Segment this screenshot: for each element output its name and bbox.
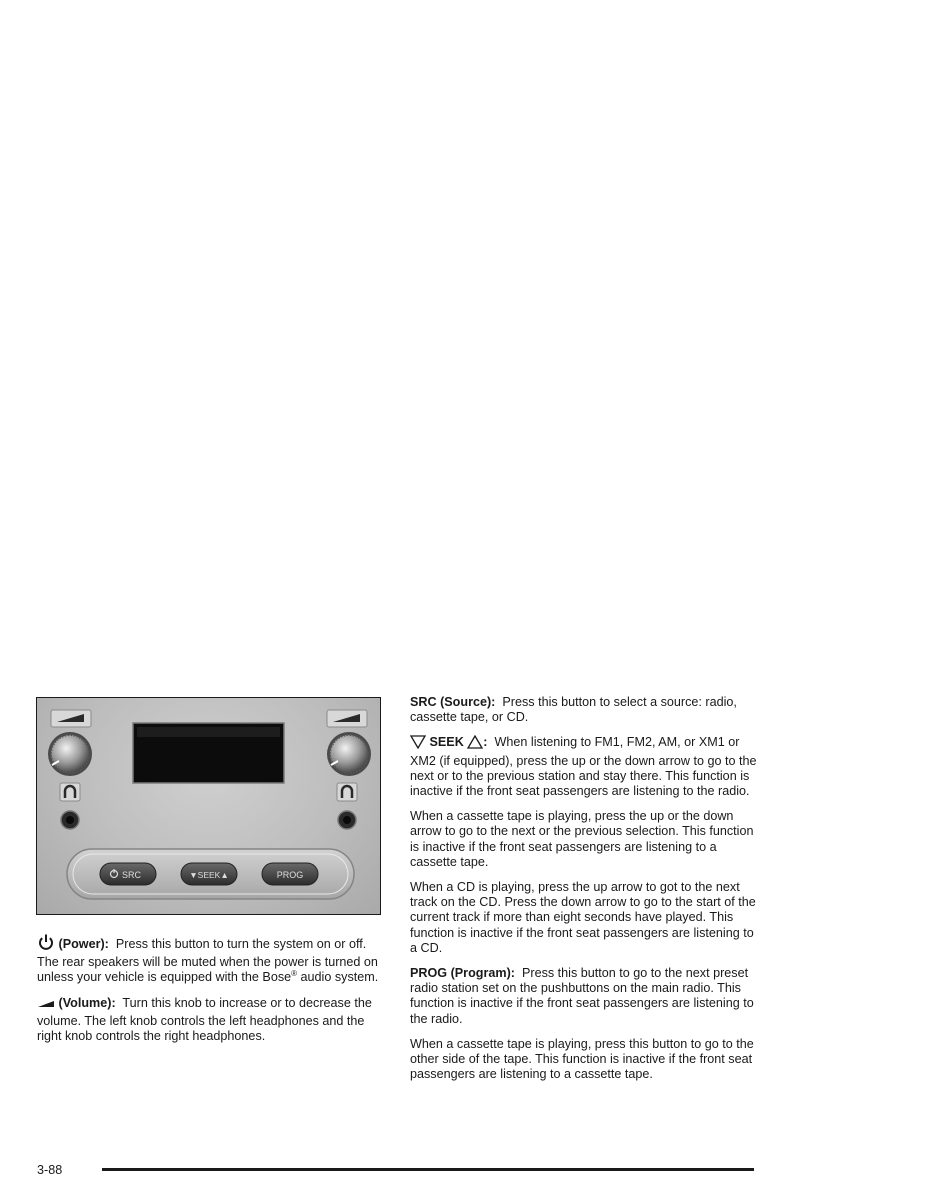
prog-button-label: PROG <box>276 870 304 880</box>
left-volume-icon <box>51 710 91 727</box>
src-term: SRC (Source): <box>410 695 496 709</box>
prog-paragraph <box>410 966 758 1027</box>
registered-mark: ® <box>291 969 298 979</box>
left-volume-knob <box>48 732 92 776</box>
left-headphones-icon <box>60 783 80 801</box>
right-headphone-jack <box>338 811 356 829</box>
src-button-photo <box>100 863 156 885</box>
prog-cassette-paragraph: When a cassette tape is playing, press this button to go to the other side of the tape. This function is inactive if the front seat passengers are listening to a cassette tape. <box>410 1036 754 1082</box>
page-number: 3-88 <box>37 1163 63 1177</box>
prog-text: Press this button to go to the next preset radio station set on the pushbuttons on the main radio. This function is inactive if the front seat passengers are listening to the radio. <box>410 966 754 1026</box>
seek-term: SEEK <box>429 735 464 750</box>
rear-seat-audio-panel-illustration <box>37 698 381 915</box>
seek-cassette-paragraph: When a cassette tape is playing, press the up or the down arrow to go to the next or the previous selection. This function is inactive if the front seat passengers are listening to a cassette tape. <box>410 809 754 869</box>
power-text: Press this button to turn the system on or off. The rear speakers will be muted when the power is turned on unless your vehicle is equipped with the Bose <box>37 937 378 985</box>
volume-paragraph <box>37 996 387 1045</box>
src-paragraph <box>410 695 758 725</box>
src-text: Press this button to select a source: radio, cassette tape, or CD. <box>410 695 737 725</box>
seek-paragraph <box>410 735 758 799</box>
power-icon <box>37 934 55 955</box>
left-headphone-jack <box>61 811 79 829</box>
power-text-end: audio system. <box>300 970 379 985</box>
seek-button-photo <box>181 863 237 885</box>
volume-term: (Volume): <box>58 995 116 1010</box>
prog-button-photo <box>262 863 318 885</box>
prog-term: PROG (Program): <box>410 966 515 981</box>
src-button-label: SRC <box>122 870 142 880</box>
seek-colon: : <box>483 735 488 750</box>
seek-button-label: ▼SEEK▲ <box>189 870 229 880</box>
triangle-up-icon <box>467 735 483 753</box>
triangle-down-icon <box>410 735 426 753</box>
volume-text: Turn this knob to increase or to decrease the volume. The left knob controls the left headphones and the right knob controls the right headphones. <box>37 995 372 1044</box>
right-column <box>410 695 758 1082</box>
left-column <box>37 934 387 1044</box>
right-headphones-icon <box>337 783 357 801</box>
footer-rule <box>102 1168 754 1171</box>
power-term: (Power): <box>58 937 109 951</box>
seek-text: When listening to FM1, FM2, AM, or XM1 or XM2 (if equipped), press the up or the down arrow to go to the next or to the previous station and stay there. This function is inactive if the front seat passengers are listening to the radio. <box>410 735 757 799</box>
power-paragraph <box>37 934 387 986</box>
right-volume-knob <box>327 732 371 776</box>
volume-icon <box>37 998 55 1014</box>
rear-seat-audio-panel-photo <box>36 697 381 915</box>
seek-cd-paragraph: When a CD is playing, press the up arrow to got to the next track on the CD. Press the down arrow to go to the start of the current track if more than eight seconds have played. This function is inactive if the front seat passengers are listening to a CD. <box>410 880 756 955</box>
right-volume-icon <box>327 710 367 727</box>
